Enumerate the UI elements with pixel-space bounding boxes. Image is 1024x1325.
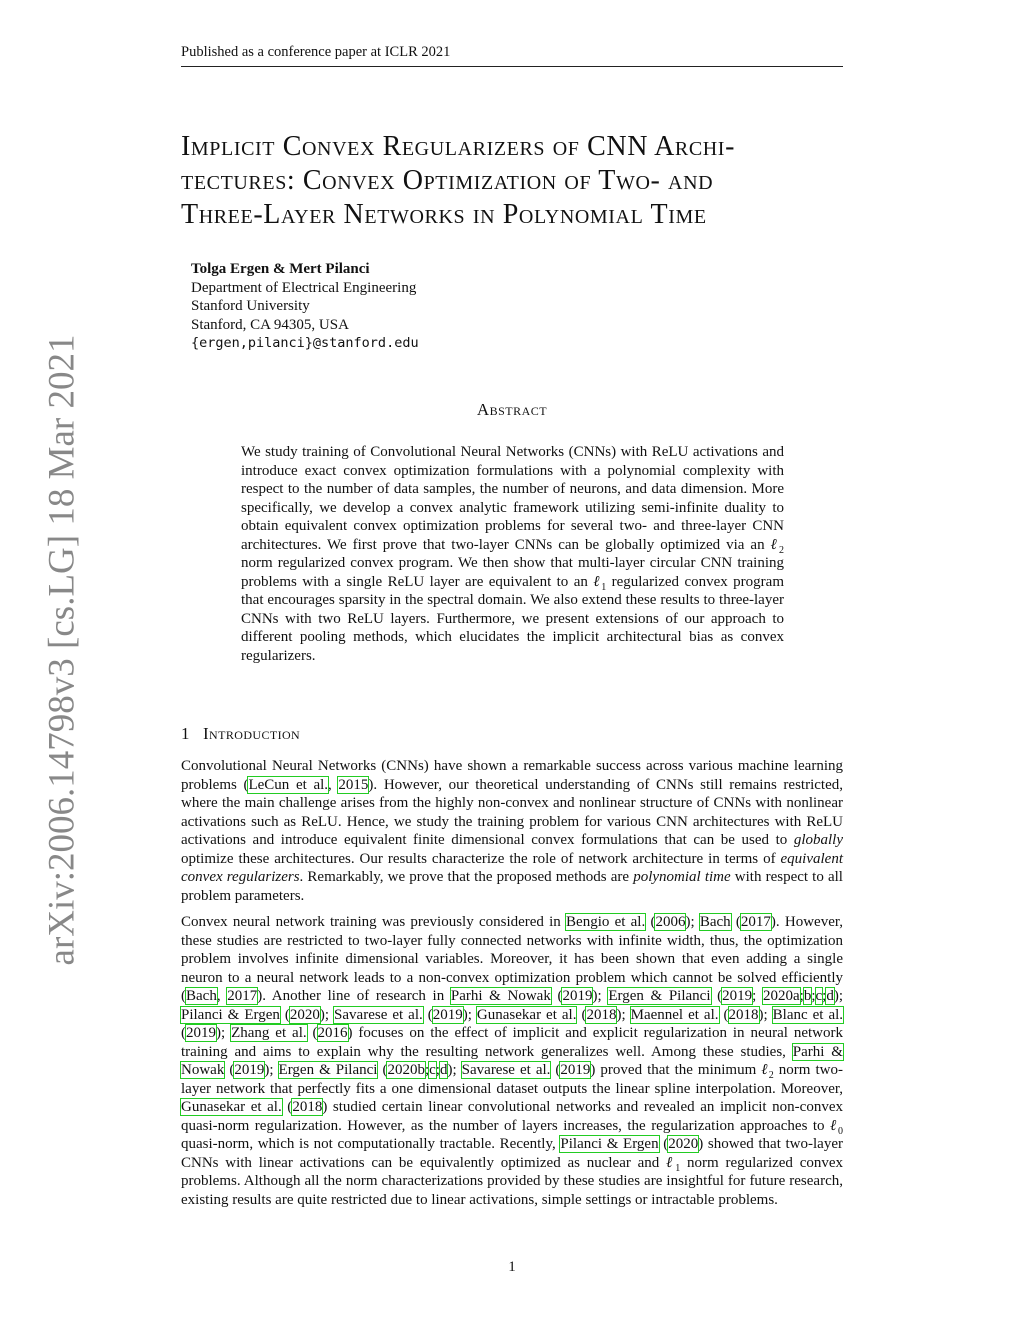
citation-link[interactable]: Savarese et al.: [461, 1062, 551, 1078]
page-number: 1: [508, 1259, 516, 1275]
paper-title: [181, 130, 851, 232]
title-line: tectures: Convex Optimization of Two- and: [181, 165, 714, 196]
citation-link[interactable]: d: [439, 1062, 448, 1078]
section-number: 1: [181, 724, 190, 743]
citation-link[interactable]: Parhi & Nowak: [450, 988, 551, 1004]
citation-link[interactable]: b: [803, 988, 812, 1004]
arxiv-stamp: arXiv:2006.14798v3 [cs.LG] 18 Mar 2021: [41, 334, 83, 966]
title-line: Implicit Convex Regularizers of CNN Archi-: [181, 131, 735, 162]
citation-link[interactable]: Gunasekar et al.: [476, 1006, 577, 1023]
author-block: [191, 260, 419, 353]
citation-link[interactable]: Pilanci & Ergen: [560, 1136, 659, 1152]
author-university: Stanford University: [191, 298, 310, 314]
citation-link[interactable]: 2006: [655, 914, 686, 930]
citation-link[interactable]: Ergen & Pilanci: [278, 1062, 378, 1078]
citation-link[interactable]: 2020a: [762, 988, 800, 1004]
citation-link[interactable]: 2015: [338, 776, 369, 793]
citation-link[interactable]: Zhang et al.: [231, 1025, 307, 1041]
citation-link[interactable]: 2019: [234, 1062, 265, 1078]
citation-link[interactable]: 2020: [668, 1136, 699, 1152]
abstract-heading: Abstract: [476, 400, 548, 419]
citation-link[interactable]: d: [826, 988, 834, 1004]
citation-link[interactable]: 2019: [562, 988, 593, 1004]
title-line: Three-Layer Networks in Polynomial Time: [181, 199, 707, 230]
citation-link[interactable]: 2017: [740, 914, 771, 930]
citation-link[interactable]: 2020b: [387, 1062, 425, 1078]
citation-link[interactable]: 2018: [728, 1006, 759, 1023]
citation-link[interactable]: Pilanci & Ergen: [181, 1006, 280, 1023]
section-heading-introduction: [181, 724, 300, 744]
citation-link[interactable]: LeCun et al.: [248, 776, 329, 793]
author-email: {ergen,pilanci}@stanford.edu: [191, 335, 419, 351]
citation-link[interactable]: Parhi & Nowak: [181, 1043, 843, 1078]
citation-link[interactable]: Savarese et al.: [334, 1006, 423, 1023]
citation-link[interactable]: 2018: [586, 1006, 617, 1023]
citation-link[interactable]: 2019: [560, 1062, 591, 1078]
citation-link[interactable]: Gunasekar et al.: [181, 1099, 282, 1115]
author-address: Stanford, CA 94305, USA: [191, 316, 349, 333]
intro-paragraph-1: Convolutional Neural Networks (CNNs) have shown a remarkable success across various machine learning problems (LeCun et al., 2015). However, our theoretical understanding of CNNs still remains restricted, where the main challenge arises from the highly non-convex and nonlinear structure of CNNs with nonlinear activations such as ReLU. Hence, we study the training problem for various CNN architectures with ReLU activations and introduce equivalent finite dimensional convex formulations that can be used to globally optimize these architectures. Our results characterize the role of network architecture in terms of equivalent convex regularizers. Remarkably, we prove that the proposed methods are polynomial time with respect to all problem parameters.: [181, 758, 843, 904]
citation-link[interactable]: Bach: [699, 914, 731, 930]
citation-link[interactable]: 2017: [227, 988, 258, 1004]
running-header: Published as a conference paper at ICLR 2021: [181, 44, 843, 67]
author-department: Department of Electrical Engineering: [191, 279, 417, 296]
citation-link[interactable]: Ergen & Pilanci: [608, 988, 711, 1004]
citation-link[interactable]: 2016: [317, 1025, 348, 1041]
citation-link[interactable]: 2020: [289, 1006, 320, 1023]
citation-link[interactable]: c: [429, 1062, 436, 1078]
citation-link[interactable]: 2018: [292, 1099, 323, 1115]
citation-link[interactable]: Blanc et al.: [772, 1006, 844, 1023]
citation-link[interactable]: Bengio et al.: [566, 914, 646, 930]
intro-paragraph-2: Convex neural network training was previously considered in Bengio et al. (2006); Bach (2017). However, these studies are restricted to two-layer fully connected networks with infinite width, thus, the optimization problem involves infinite dimensional variables. Moreover, it has been shown that even adding a single neuron to a neural network leads to a non-convex optimization problem which cannot be solved efficiently (Bach, 2017). Another line of research in Parhi & Nowak (2019); Ergen & Pilanci (2019; 2020a;b;c;d); Pilanci & Ergen (2020); Savarese et al. (2019); Gunasekar et al. (2018); Maennel et al. (2018); Blanc et al. (2019); Zhang et al. (2016) focuses on the effect of implicit and explicit regularization in neural network training and aims to explain why the resulting network generalizes well. Among these studies, Parhi & Nowak (2019); Ergen & Pilanci (2020b;c;d); Savarese et al. (2019) proved that the minimum ℓ$_2$ norm two-layer network that perfectly fits a one dimensional dataset outputs the linear spline interpolation. Moreover, Gunasekar et al. (2018) studied certain linear convolutional networks and revealed an implicit non-convex quasi-norm regularization. However, as the number of layers increases, the regularization approaches to ℓ$_0$ quasi-norm, which is not computationally tractable. Recently, Pilanci & Ergen (2020) showed that two-layer CNNs with linear activations can be equivalently optimized as nuclear and ℓ$_1$ norm regularized convex problems. Although all the norm characterizations provided by these studies are insightful for future research, existing results are quite restricted due to linear activations, simple settings or intractable problems.: [181, 914, 844, 1208]
section-title: Introduction: [203, 724, 301, 743]
citation-link[interactable]: Maennel et al.: [630, 1006, 719, 1023]
author-names: Tolga Ergen & Mert Pilanci: [191, 261, 370, 277]
abstract-text: We study training of Convolutional Neural Networks (CNNs) with ReLU activations and introduce exact convex optimization formulations with a polynomial complexity with respect to the number of data samples, the number of neurons, and data dimension. More specifically, we develop a convex analytic framework utilizing semi-infinite duality to obtain equivalent convex optimization problems for several two- and three-layer CNN architectures. We first prove that two-layer CNNs can be globally optimized via an ℓ$_2$ norm regularized convex program. We then show that multi-layer circular CNN training problems with a single ReLU layer are equivalent to an ℓ$_1$ regularized convex program that encourages sparsity in the spectral domain. We also extend these results to three-layer CNNs with two ReLU layers. Furthermore, we present extensions of our approach to different pooling methods, which elucidates the implicit architectural bias as convex regularizers.: [241, 444, 785, 664]
citation-link[interactable]: Bach: [186, 988, 217, 1004]
citation-link[interactable]: 2019: [186, 1025, 216, 1041]
citation-link[interactable]: 2019: [432, 1006, 463, 1023]
citation-link[interactable]: c: [815, 988, 823, 1004]
citation-link[interactable]: 2019: [722, 988, 753, 1004]
